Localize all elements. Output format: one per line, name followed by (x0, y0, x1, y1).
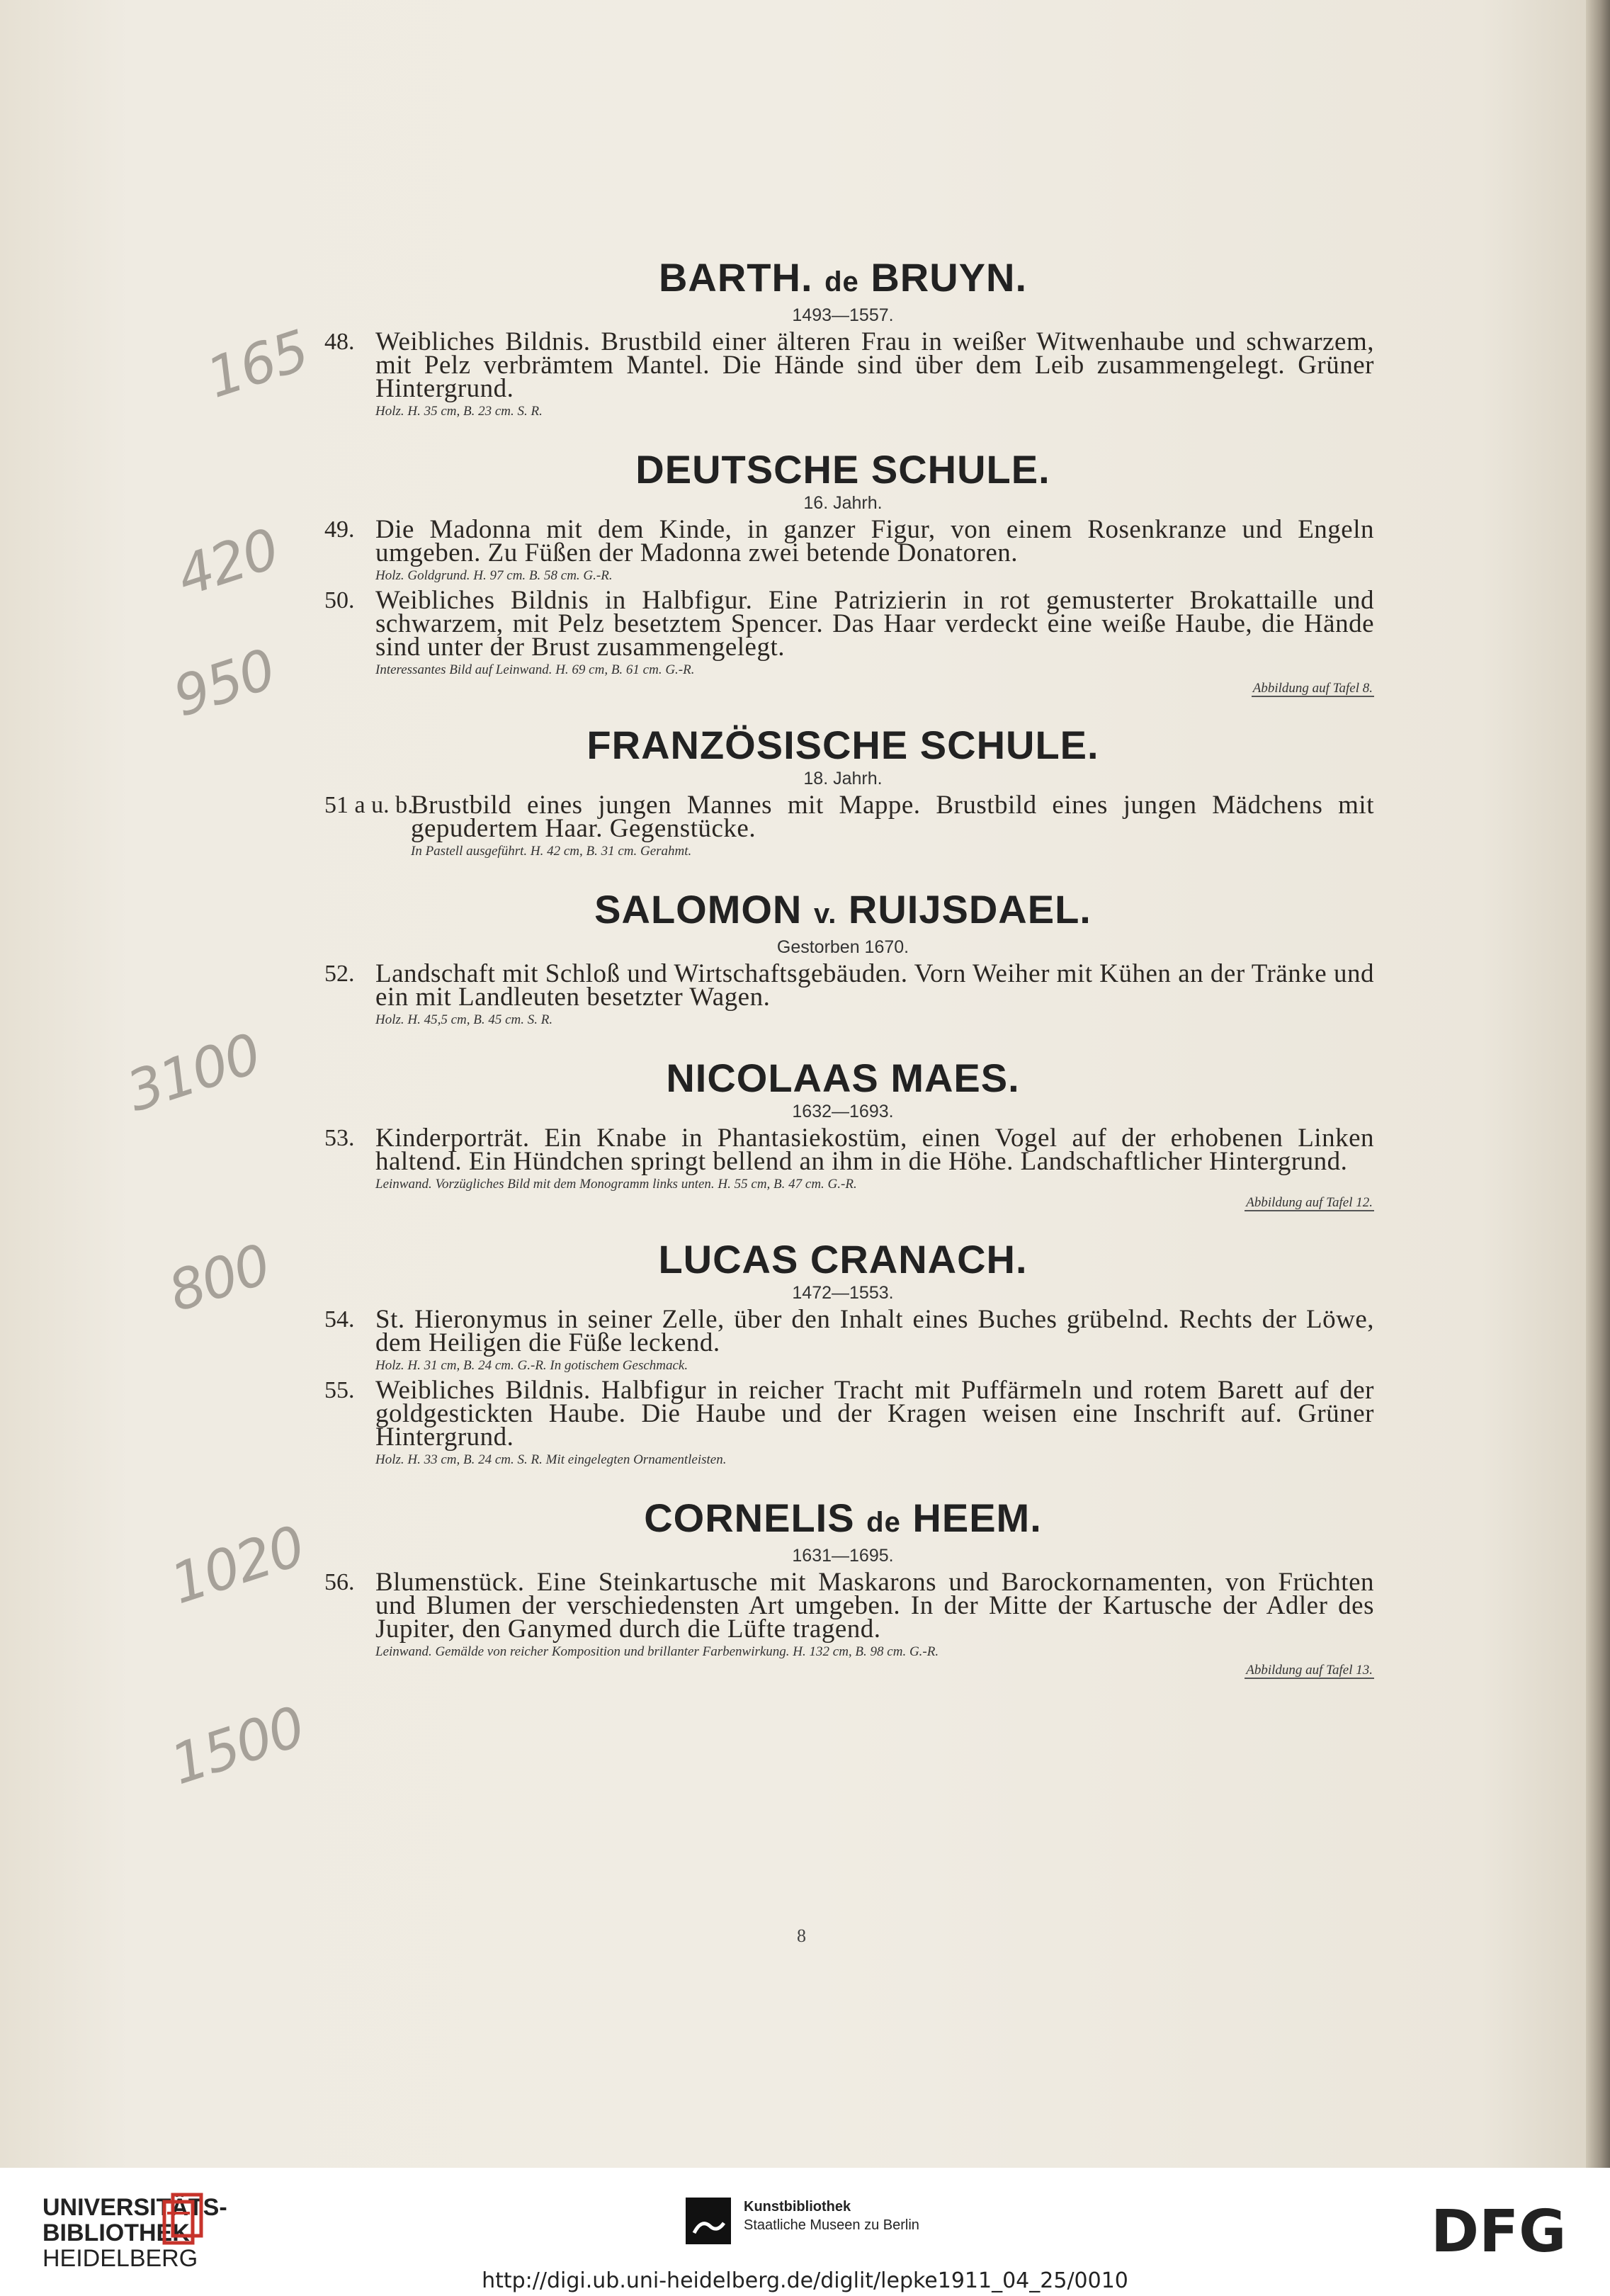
entry-technical-note: Interessantes Bild auf Leinwand. H. 69 cm, B. 61 cm. G.-R. (375, 662, 695, 677)
margin-note-5: 800 (161, 1233, 278, 1325)
artist-heading (312, 1495, 1374, 1545)
figure-reference-text: Abbildung auf Tafel 12. (1246, 1195, 1373, 1210)
margin-note-2: 420 (169, 517, 286, 609)
entry-technical-note: Holz. H. 35 cm, B. 23 cm. S. R. (375, 404, 543, 419)
catalog-section (312, 723, 1374, 861)
entry-meta-row (375, 400, 1374, 422)
entry-number: 51 a u. b. (324, 792, 414, 818)
margin-note-6: 1020 (163, 1514, 312, 1617)
artist-heading (312, 887, 1374, 937)
entry-description: St. Hieronymus in seiner Zelle, über den Inhalt eines Buches grübelnd. Rechts der Löwe, dem Heiligen die Füße leckend. (375, 1305, 1374, 1357)
artist-dates: 1632—1693. (792, 1102, 894, 1121)
figure-reference-text: Abbildung auf Tafel 13. (1246, 1663, 1373, 1678)
ub-logo-icon (161, 2192, 205, 2247)
source-url[interactable]: http://digi.ub.uni-heidelberg.de/diglit/lepke1911_04_25/0010 (482, 2268, 1128, 2293)
page-edge (1586, 0, 1610, 2168)
artist-name: FRANZÖSISCHE SCHULE. (586, 723, 1099, 767)
artist-name: DEUTSCHE SCHULE. (635, 447, 1050, 492)
ub-line-3: HEIDELBERG (42, 2245, 198, 2272)
entry-meta-row (375, 1449, 1374, 1470)
artist-heading (312, 723, 1374, 768)
artist-dates: 16. Jahrh. (803, 493, 883, 513)
entry-description: Landschaft mit Schloß und Wirtschaftsgebäuden. Vorn Weiher mit Kühen an der Tränke und ein mit Landleuten besetzter Wagen. (375, 959, 1374, 1012)
dfg-logo-text: DFG (1431, 2203, 1567, 2260)
margin-note-1: 165 (199, 319, 316, 411)
catalog-section (312, 887, 1374, 1030)
entry-technical-note: In Pastell ausgeführt. H. 42 cm, B. 31 cm. Gerahmt. (411, 844, 692, 859)
artist-heading (312, 1237, 1374, 1282)
artist-name: LUCAS CRANACH. (658, 1237, 1028, 1282)
entry-number: 52. (324, 961, 355, 987)
figure-reference-text: Abbildung auf Tafel 8. (1252, 681, 1373, 696)
catalog-entry (312, 1568, 1374, 1679)
entry-number: 54. (324, 1306, 355, 1333)
artist-heading (312, 255, 1374, 305)
entry-meta-row (375, 565, 1374, 586)
entry-number: 56. (324, 1569, 355, 1595)
margin-note-3: 950 (166, 638, 283, 730)
catalog-entry (312, 1376, 1374, 1470)
catalog-entry (312, 793, 1374, 861)
catalog-section (312, 447, 1374, 697)
artist-surname: HEEM. (912, 1495, 1042, 1540)
ub-line-1: UNIVERSITÄTS- (42, 2194, 227, 2221)
dfg-logo[interactable] (1431, 2203, 1587, 2260)
catalog-entry (312, 586, 1374, 697)
artist-heading (312, 1056, 1374, 1101)
entry-technical-note: Holz. H. 45,5 cm, B. 45 cm. S. R. (375, 1012, 553, 1027)
entry-technical-note: Holz. Goldgrund. H. 97 cm. B. 58 cm. G.-R. (375, 568, 613, 583)
margin-note-4: 3100 (119, 1022, 268, 1125)
catalog-entry (312, 959, 1374, 1030)
entry-number: 53. (324, 1125, 355, 1151)
entry-meta-row (375, 1355, 1374, 1376)
artist-particle: v. (813, 898, 837, 929)
catalog-content (312, 255, 1374, 1704)
kb-line-2: Staatliche Museen zu Berlin (744, 2217, 919, 2233)
artist-dates: 1631—1695. (792, 1546, 894, 1566)
entry-meta-row (411, 840, 1374, 861)
catalog-section (312, 1056, 1374, 1211)
catalog-section (312, 255, 1374, 422)
artist-heading (312, 447, 1374, 492)
entry-number: 49. (324, 516, 355, 543)
entry-description: Weibliches Bildnis in Halbfigur. Eine Patrizierin in rot gemusterter Brokattaille und schwarzem, mit Pelz besetztem Spencer. Das Haar verdeckt eine weiße Haube, die Hände sind unter der Brust zusammengelegt. (375, 586, 1374, 662)
entry-meta-row (375, 1641, 1374, 1662)
catalog-entry (312, 1305, 1374, 1376)
entry-description: Die Madonna mit dem Kinde, in ganzer Figur, von einem Rosenkranze und Engeln umgeben. Zu Füßen der Madonna zwei betende Donatoren. (375, 515, 1374, 567)
artist-name: CORNELIS (644, 1495, 855, 1540)
entry-meta-row (375, 1009, 1374, 1030)
entry-description: Kinderporträt. Ein Knabe in Phantasiekostüm, einen Vogel auf der erhobenen Linken haltend. Ein Hündchen springt bellend an ihm in die Höhe. Landschaftlicher Hintergrund. (375, 1124, 1374, 1176)
catalog-section (312, 1237, 1374, 1470)
entry-description: Brustbild eines jungen Mannes mit Mappe. Brustbild eines jungen Mädchens mit gepudertem Haar. Gegenstücke. (411, 791, 1374, 843)
artist-surname: RUIJSDAEL. (848, 887, 1092, 932)
entry-description: Weibliches Bildnis. Halbfigur in reicher Tracht mit Puffärmeln und rotem Barett auf der goldgestickten Haube. Die Haube und der Kragen weisen eine Inschrift auf. Grüner Hintergrund. (375, 1376, 1374, 1452)
catalog-section (312, 1495, 1374, 1679)
catalog-entry (312, 327, 1374, 422)
kunstbibliothek-text[interactable] (744, 2198, 919, 2234)
artist-name: NICOLAAS MAES. (666, 1056, 1020, 1100)
kunstbibliothek-logo-icon (686, 2198, 731, 2244)
entry-number: 55. (324, 1377, 355, 1403)
entry-technical-note: Holz. H. 33 cm, B. 24 cm. S. R. Mit eingelegten Ornamentleisten. (375, 1452, 727, 1467)
entry-meta-row (375, 1173, 1374, 1194)
entry-technical-note: Leinwand. Gemälde von reicher Komposition und brillanter Farbenwirkung. H. 132 cm, B. 98 cm. G.-R. (375, 1644, 939, 1659)
entry-technical-note: Leinwand. Vorzügliches Bild mit dem Monogramm links unten. H. 55 cm, B. 47 cm. G.-R. (375, 1177, 857, 1192)
figure-reference (375, 1662, 1374, 1679)
artist-name: SALOMON (594, 887, 803, 932)
figure-reference (375, 680, 1374, 697)
artist-name: BARTH. (658, 255, 813, 300)
figure-reference (375, 1194, 1374, 1211)
artist-surname: BRUYN. (871, 255, 1028, 300)
entry-meta-row (375, 659, 1374, 680)
kb-line-1: Kunstbibliothek (744, 2199, 851, 2215)
ub-line-2: BIBLIOTHEK (42, 2219, 190, 2246)
catalog-entry (312, 515, 1374, 586)
entry-number: 48. (324, 329, 355, 355)
artist-particle: de (824, 266, 859, 298)
margin-note-7: 1500 (163, 1695, 312, 1798)
page-number: 8 (797, 1925, 806, 1946)
entry-description: Weibliches Bildnis. Brustbild einer älteren Frau in weißer Witwenhaube und schwarzem, mit Pelz verbrämtem Mantel. Die Hände sind über dem Leib zusammengelegt. Grüner Hintergrund. (375, 327, 1374, 403)
artist-dates: Gestorben 1670. (776, 937, 909, 957)
entry-technical-note: Holz. H. 31 cm, B. 24 cm. G.-R. In gotischem Geschmack. (375, 1358, 688, 1373)
entry-description: Blumenstück. Eine Steinkartusche mit Maskarons und Barockornamenten, von Früchten und Blumen der verschiedensten Art umgeben. In der Mitte der Kartusche der Adler des Jupiter, den Ganymed durch die Lüfte tragend. (375, 1568, 1374, 1644)
catalog-entry (312, 1126, 1374, 1211)
entry-number: 50. (324, 587, 355, 613)
artist-dates: 18. Jahrh. (803, 769, 883, 788)
artist-dates: 1472—1553. (792, 1283, 894, 1303)
artist-dates: 1493—1557. (792, 305, 894, 325)
artist-particle: de (866, 1507, 901, 1538)
